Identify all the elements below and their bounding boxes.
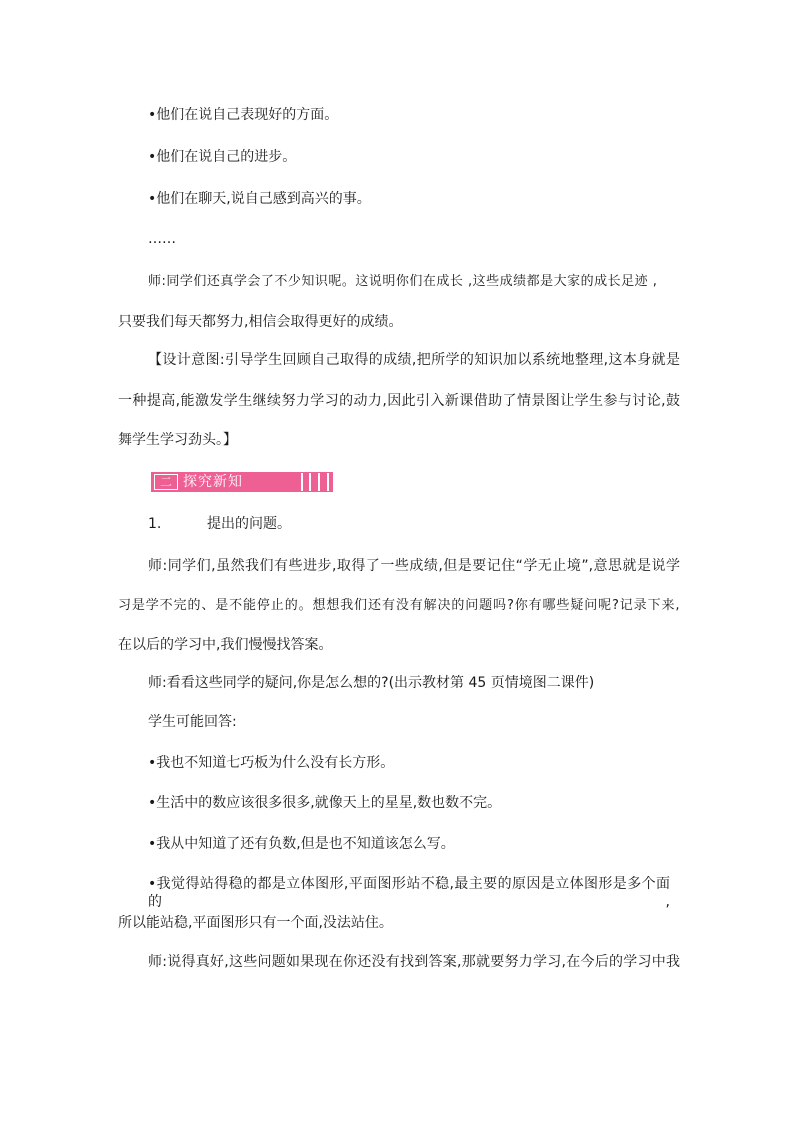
- design-intent-line: 一种提高,能激发学生继续努力学习的动力,因此引入新课借助了情景图让学生参与讨论,鼓: [118, 393, 680, 409]
- paragraph-line: 师:看看这些同学的疑问,你是怎么想的?(出示教材第 45 页情境图二课件): [148, 675, 595, 691]
- banner-stripe: [301, 473, 303, 491]
- paragraph-line: 在以后的学习中,我们慢慢找答案。: [118, 637, 333, 653]
- bullet-line: •我也不知道七巧板为什么没有长方形。: [148, 755, 395, 771]
- paragraph-line: 所以能站稳,平面图形只有一个面,没法站住。: [118, 915, 393, 931]
- bullet-line: •他们在说自己表现好的方面。: [148, 107, 339, 123]
- paragraph-line: 师:说得真好,这些问题如果现在你还没有找到答案,那就要努力学习,在今后的学习中我: [148, 954, 680, 970]
- bullet-line: •他们在聊天,说自己感到高兴的事。: [148, 191, 371, 207]
- banner-stripe: [318, 473, 320, 491]
- banner-stripe: [309, 473, 311, 491]
- ellipsis-line: ……: [148, 231, 176, 247]
- bullet-line: •我从中知道了还有负数,但是也不知道该怎么写。: [148, 836, 455, 852]
- section-number: 二: [154, 474, 178, 490]
- paragraph-line: 学生可能回答:: [148, 714, 237, 730]
- item-text: 提出的问题。: [207, 516, 291, 532]
- item-number: 1.: [148, 516, 162, 532]
- bullet-line: •他们在说自己的进步。: [148, 149, 297, 165]
- section-banner: [151, 472, 333, 492]
- paragraph-line: 师:同学们,虽然我们有些进步,取得了一些成绩,但是要记住“学无止境”,意思就是说学: [148, 558, 680, 574]
- bullet-line: •生活中的数应该很多很多,就像天上的星星,数也数不完。: [148, 795, 502, 811]
- paragraph-line: 师:同学们还真学会了不少知识呢。这说明你们在成长 ,这些成绩都是大家的成长足迹 ,: [148, 274, 658, 289]
- design-intent-line: 【设计意图:引导学生回顾自己取得的成绩,把所学的知识加以系统地整理,这本身就是: [148, 352, 680, 368]
- bullet-line: •我觉得站得稳的都是立体图形,平面图形站不稳,最主要的原因是立体图形是多个面的,: [148, 876, 670, 910]
- design-intent-line: 舞学生学习劲头。】: [118, 432, 237, 448]
- section-title: 探究新知: [183, 474, 243, 490]
- paragraph-line: 只要我们每天都努力,相信会取得更好的成绩。: [118, 314, 403, 330]
- paragraph-line: 习是学不完的、是不能停止的。想想我们还有没有解决的问题吗?你有哪些疑问呢?记录下来,: [118, 598, 680, 613]
- banner-stripe: [327, 473, 329, 491]
